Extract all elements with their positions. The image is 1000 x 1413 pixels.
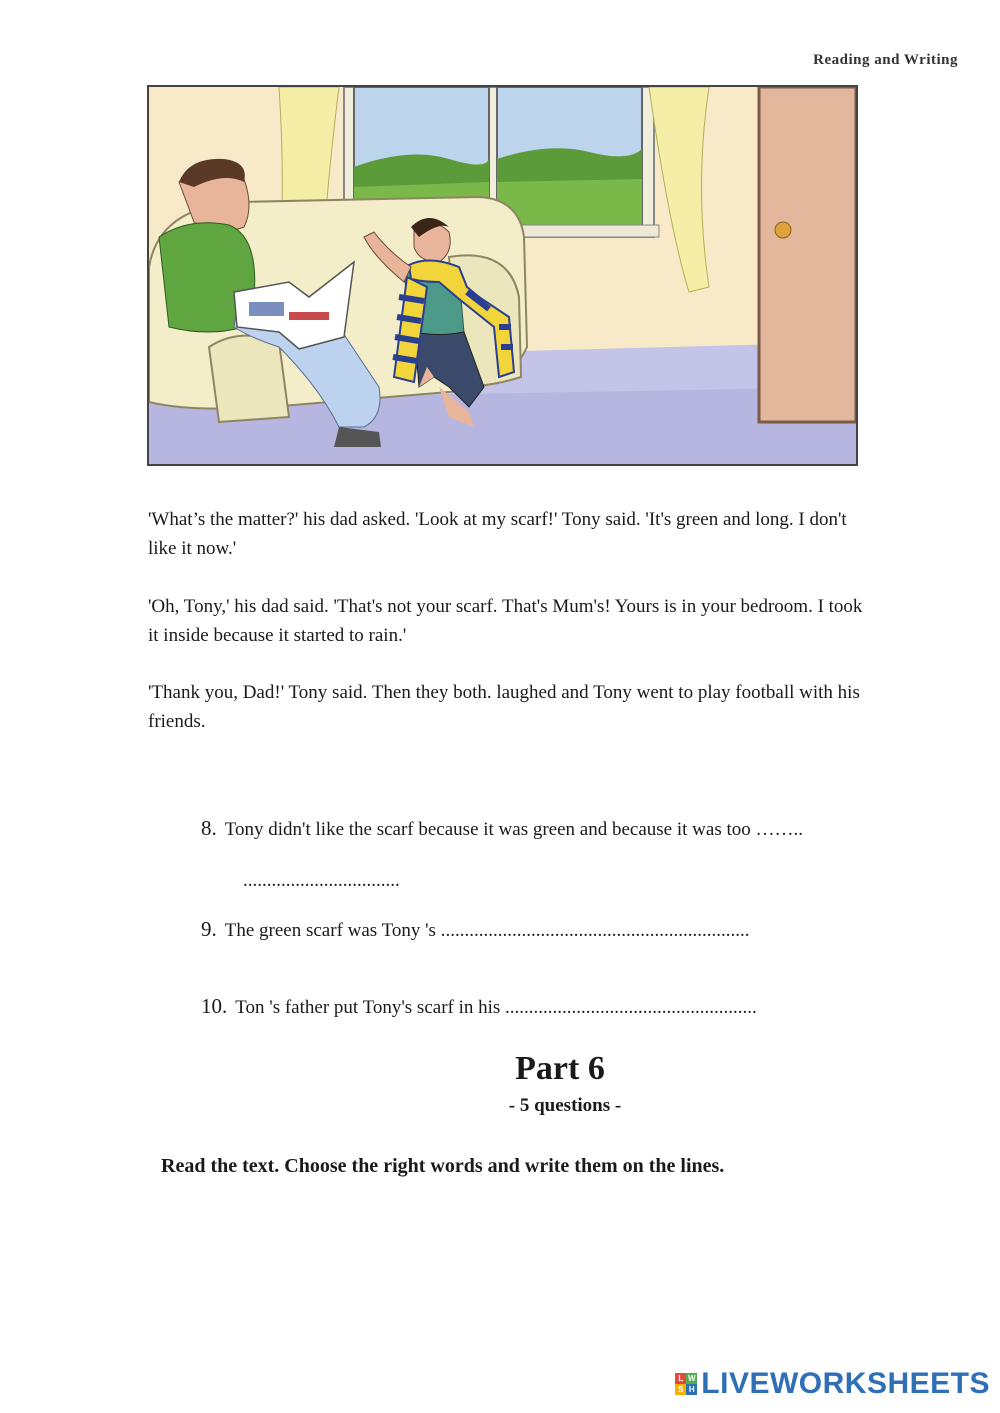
question-text: Tony didn't like the scarf because it was green and because it was too ……..: [224, 819, 803, 840]
question-9: [201, 917, 749, 942]
part-instructions: Read the text. Choose the right words and write them on the lines.: [161, 1155, 725, 1177]
liveworksheets-brand: [675, 1367, 990, 1401]
logo-letter: L: [675, 1373, 686, 1384]
section-header: Reading and Writing: [813, 52, 958, 68]
question-8: [201, 816, 803, 841]
part-subtitle: - 5 questions -: [508, 1095, 622, 1116]
story-paragraph-1: 'What’s the matter?' his dad asked. 'Look at my scarf!' Tony said. 'It's green and long. I don't like it now.': [148, 509, 847, 559]
story-paragraph-2: 'Oh, Tony,' his dad said. 'That's not your scarf. That's Mum's! Yours is in your bedroom. I took it inside because it started to rain.': [148, 596, 863, 646]
logo-letter: W: [688, 1374, 696, 1383]
question-10: [201, 994, 757, 1019]
logo-letter: S: [675, 1384, 686, 1395]
story-illustration: [147, 85, 858, 466]
brand-name: LIVEWORKSHEETS: [701, 1367, 990, 1400]
question-text[interactable]: Ton 's father put Tony's scarf in his .....................................................: [235, 997, 757, 1018]
part-title: Part 6: [515, 1050, 605, 1087]
liveworksheets-logo-icon: [675, 1373, 697, 1395]
question-8-answer-line[interactable]: .................................: [243, 870, 400, 891]
question-number: 9.: [201, 917, 217, 941]
question-number: 8.: [201, 816, 217, 840]
question-number: 10.: [201, 994, 228, 1018]
question-text[interactable]: The green scarf was Tony 's .................................................................: [224, 920, 750, 941]
story-paragraph-3: 'Thank you, Dad!' Tony said. Then they both. laughed and Tony went to play football with his friends.: [148, 682, 860, 732]
logo-letter: H: [686, 1384, 697, 1395]
